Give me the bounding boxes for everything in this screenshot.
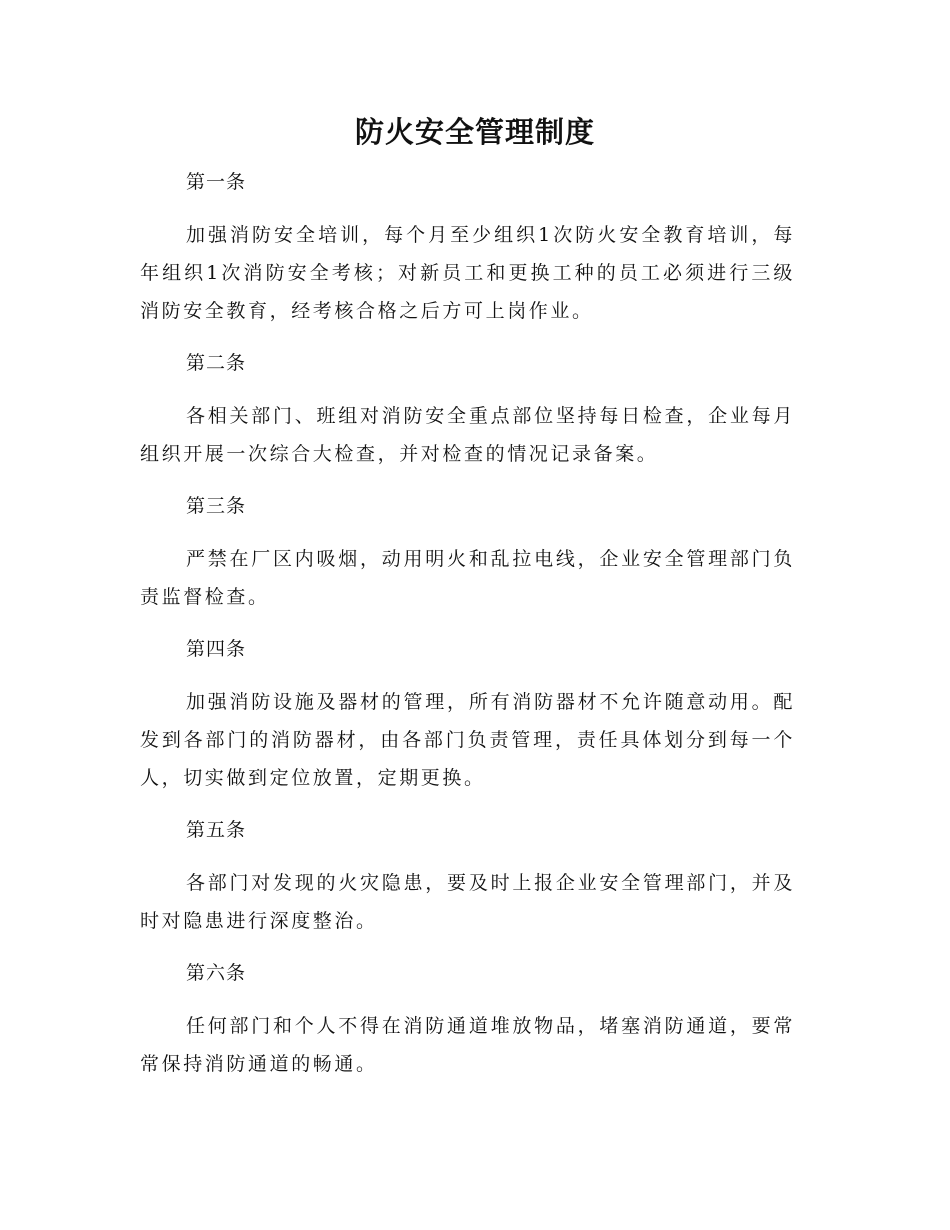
- section-5: [140, 811, 795, 954]
- section-3: [140, 487, 795, 630]
- section-paragraph: 严禁在厂区内吸烟，动用明火和乱拉电线，企业安全管理部门负责监督检查。: [140, 548, 795, 608]
- document-title: 防火安全管理制度: [354, 115, 595, 149]
- section-paragraph: 加强消防设施及器材的管理，所有消防器材不允许随意动用。配发到各部门的消防器材，由各部门负责管理，责任具体划分到每一个人，切实做到定位放置，定期更换。: [140, 691, 795, 789]
- document-body: [140, 163, 795, 1083]
- section-heading: 第二条: [186, 352, 247, 374]
- section-heading: 第五条: [186, 819, 247, 841]
- section-1: [140, 163, 795, 344]
- section-paragraph: 各部门对发现的火灾隐患，要及时上报企业安全管理部门，并及时对隐患进行深度整治。: [140, 872, 795, 932]
- section-heading: 第六条: [186, 962, 247, 984]
- section-paragraph: 加强消防安全培训，每个月至少组织1次防火安全教育培训，每年组织1次消防安全考核；对新员工和更换工种的员工必须进行三级消防安全教育，经考核合格之后方可上岗作业。: [140, 224, 795, 322]
- section-6: [140, 954, 795, 1083]
- section-heading: 第四条: [186, 638, 247, 660]
- section-heading: 第三条: [186, 495, 247, 517]
- section-2: [140, 344, 795, 487]
- section-paragraph: 任何部门和个人不得在消防通道堆放物品，堵塞消防通道，要常常保持消防通道的畅通。: [140, 1015, 795, 1075]
- section-paragraph: 各相关部门、班组对消防安全重点部位坚持每日检查，企业每月组织开展一次综合大检查，并对检查的情况记录备案。: [140, 405, 795, 465]
- section-heading: 第一条: [186, 171, 247, 193]
- section-4: [140, 630, 795, 811]
